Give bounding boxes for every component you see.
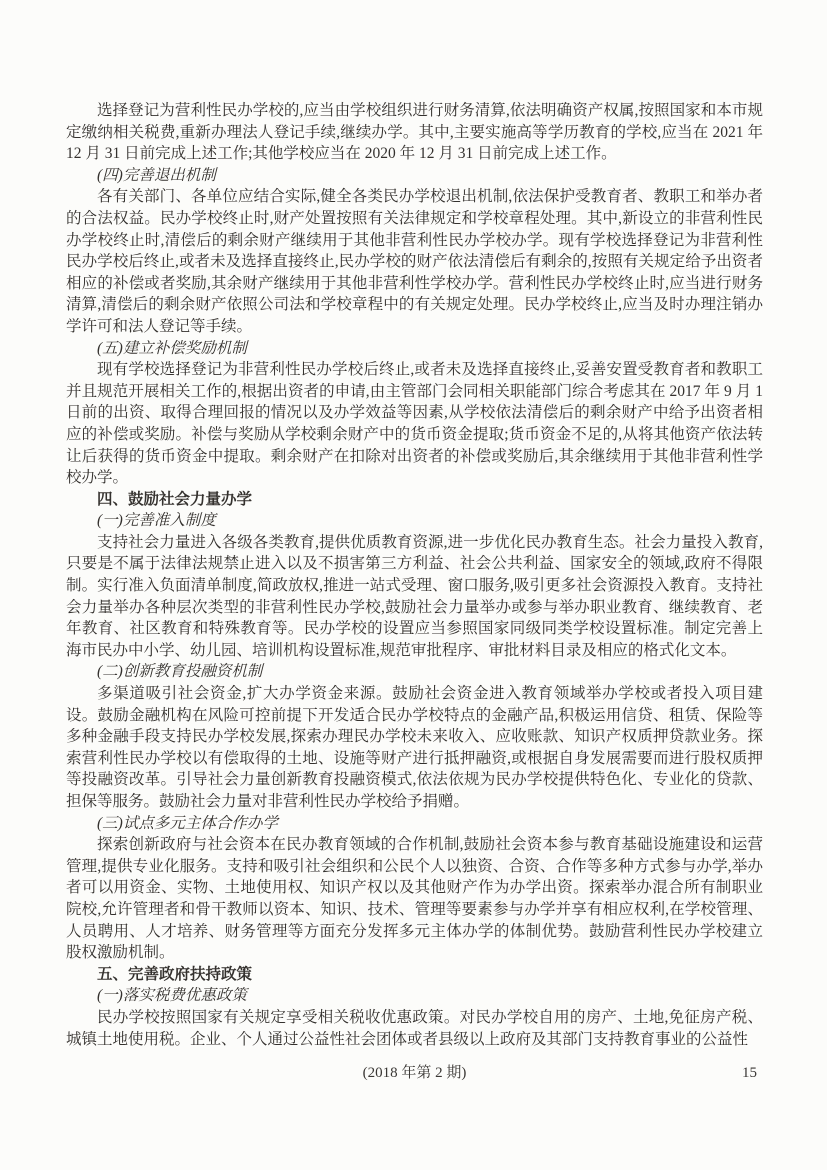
section-heading: 四、鼓励社会力量办学	[97, 490, 253, 508]
body-paragraph: 多渠道吸引社会资金,扩大办学资金来源。鼓励社会资金进入教育领域举办学校或者投入项目建设。鼓励金融机构在风险可控前提下开发适合民办学校特点的金融产品,积极运用信贷、租赁、保险等多种金融手段支持民办学校发展,探索办理民办学校未来收入、应收账款、知识产权质押贷款业务。探索营利性民办学校以有偿取得的土地、设施等财产进行抵押融资,或根据自身发展需要而进行股权质押等投融资改革。引导社会力量创新教育投融资模式,依法依规为民办学校提供特色化、专业化的贷款、担保等服务。鼓励社会力量对非营利性民办学校给予捐赠。	[66, 685, 763, 810]
body-paragraph: 各有关部门、各单位应结合实际,健全各类民办学校退出机制,依法保护受教育者、教职工和举办者的合法权益。民办学校终止时,财产处置按照有关法律规定和学校章程处理。其中,新设立的非营利性民办学校终止时,清偿后的剩余财产继续用于其他非营利性民办学校办学。现有学校选择登记为非营利性民办学校后终止,或者未及选择直接终止,民办学校的财产依法清偿后有剩余的,按照有关规定给予出资者相应的补偿或者奖励,其余财产继续用于其他非营利性学校办学。营利性民办学校终止时,应当进行财务清算,清偿后的剩余财产依照公司法和学校章程中的有关规定处理。民办学校终止,应当及时办理注销办学许可和法人登记等手续。	[66, 188, 763, 335]
page-footer	[66, 1062, 763, 1084]
subsection-heading: (二)创新教育投融资机制	[97, 663, 263, 681]
subsection-heading: (一)完善准入制度	[97, 512, 216, 530]
subsection-heading: (四)完善退出机制	[97, 166, 216, 184]
subsection-heading: (五)建立补偿奖励机制	[97, 339, 247, 357]
subsection-heading: (三)试点多元主体合作办学	[97, 814, 278, 832]
page-number: 15	[742, 1065, 757, 1081]
section-heading: 五、完善政府扶持政策	[97, 965, 253, 983]
subsection-heading: (一)落实税费优惠政策	[97, 987, 247, 1005]
body-paragraph: 选择登记为营利性民办学校的,应当由学校组织进行财务清算,依法明确资产权属,按照国家和本市规定缴纳相关税费,重新办理法人登记手续,继续办学。其中,主要实施高等学历教育的学校,应当在 2021 年 12 月 31 日前完成上述工作;其他学校应当在 2020 年 12 月 31 日前完成上述工作。	[66, 102, 763, 163]
body-paragraph: 民办学校按照国家有关规定享受相关税收优惠政策。对民办学校自用的房产、土地,免征房产税、城镇土地使用税。企业、个人通过公益性社会团体或者县级以上政府及其部门支持教育事业的公益性	[66, 1008, 763, 1048]
body-paragraph: 探索创新政府与社会资本在民办教育领域的合作机制,鼓励社会资本参与教育基础设施建设和运营管理,提供专业化服务。支持和吸引社会组织和公民个人以独资、合资、合作等多种方式参与办学,举办者可以用资金、实物、土地使用权、知识产权以及其他财产作为办学出资。探索举办混合所有制职业院校,允许管理者和骨干教师以资本、知识、技术、管理等要素参与办学并享有相应权利,在学校管理、人员聘用、人才培养、财务管理等方面充分发挥多元主体办学的体制优势。鼓励营利性民办学校建立股权激励机制。	[66, 836, 763, 962]
document-body	[66, 100, 763, 1050]
body-paragraph: 现有学校选择登记为非营利性民办学校后终止,或者未及选择直接终止,妥善安置受教育者和教职工并且规范开展相关工作的,根据出资者的申请,由主管部门会同相关职能部门综合考虑其在 2017 年 9 月 1 日前的出资、取得合理回报的情况以及办学效益等因素,从学校依法清偿后的剩余财产中给予出资者相应的补偿或奖励。补偿与奖励从学校剩余财产中的货币资金提取;货币资金不足的,从将其他资产依法转让后获得的货币资金中提取。剩余财产在扣除对出资者的补偿或奖励后,其余继续用于其他非营利性学校办学。	[66, 361, 763, 487]
journal-citation: (2018 年第 2 期)	[362, 1065, 467, 1081]
body-paragraph: 支持社会力量进入各级各类教育,提供优质教育资源,进一步优化民办教育生态。社会力量投入教育,只要是不属于法律法规禁止进入以及不损害第三方利益、社会公共利益、国家安全的领域,政府不得限制。实行准入负面清单制度,简政放权,推进一站式受理、窗口服务,吸引更多社会资源投入教育。支持社会力量举办各种层次类型的非营利性民办学校,鼓励社会力量举办或参与举办职业教育、继续教育、老年教育、社区教育和特殊教育等。民办学校的设置应当参照国家同级同类学校设置标准。制定完善上海市民办中小学、幼儿园、培训机构设置标准,规范审批程序、审批材料目录及相应的格式化文本。	[66, 533, 763, 659]
